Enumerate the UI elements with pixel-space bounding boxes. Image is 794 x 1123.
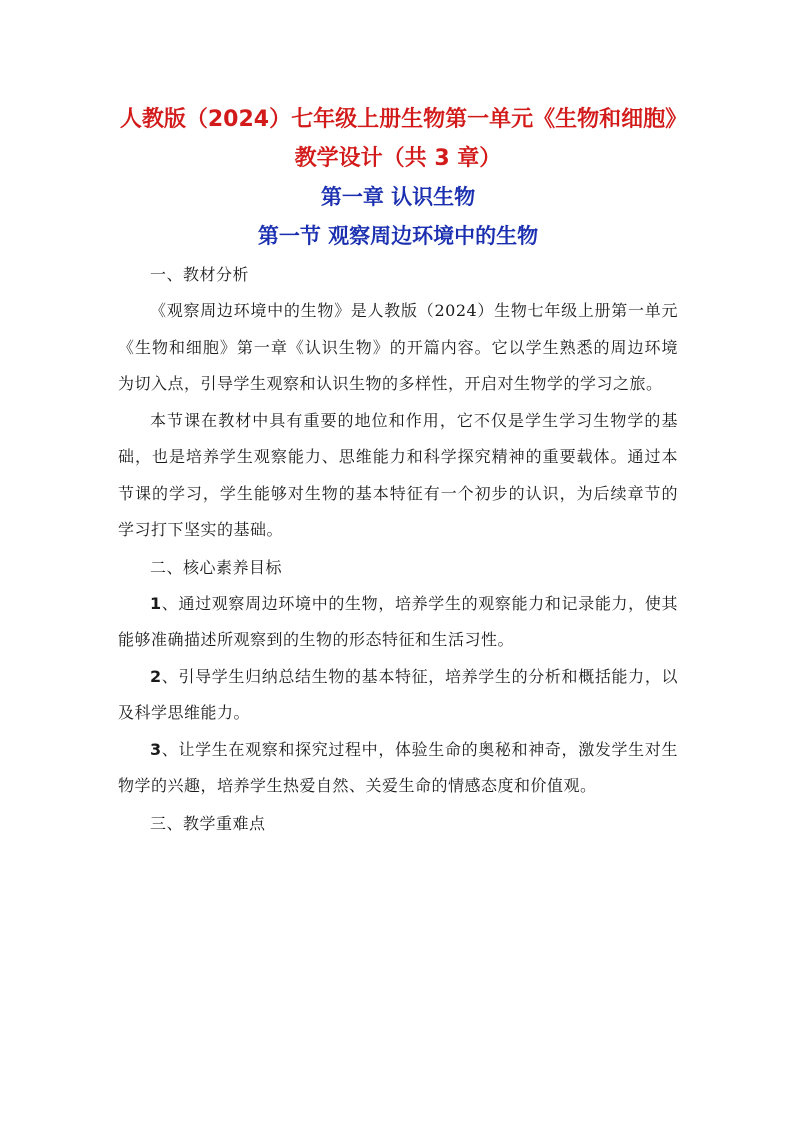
goal-text: 、通过观察周边环境中的生物，培养学生的观察能力和记录能力，使其能够准确描述所观察到的生物的形态特征和生活习性。 (118, 593, 678, 649)
document-title: 人教版（2024）七年级上册生物第一单元《生物和细胞》教学设计（共 3 章） (119, 107, 677, 171)
heading-key-difficulties: 三、教学重难点 (150, 813, 266, 833)
goal-number: 1 (150, 593, 162, 613)
heading-textbook-analysis: 一、教材分析 (150, 265, 250, 284)
goal-number: 3 (150, 739, 162, 759)
goal-item (118, 659, 678, 732)
paragraph-intro: 《观察周边环境中的生物》是人教版（2024）生物七年级上册第一单元《生物和细胞》第一章《认识生物》的开篇内容。它以学生熟悉的周边环境为切入点，引导学生观察和认识生物的多样性，开启对生物学的学习之旅。 (118, 301, 678, 393)
goal-item (118, 586, 678, 659)
chapter-title: 第一章 认识生物 (320, 185, 476, 209)
document-body (118, 100, 678, 842)
goal-number: 2 (150, 666, 162, 686)
paragraph-importance: 本节课在教材中具有重要的地位和作用，它不仅是学生学习生物学的基础，也是培养学生观察能力、思维能力和科学探究精神的重要载体。通过本节课的学习，学生能够对生物的基本特征有一个初步的认识，为后续章节的学习打下坚实的基础。 (118, 410, 678, 539)
goal-text: 、引导学生归纳总结生物的基本特征，培养学生的分析和概括能力，以及科学思维能力。 (118, 666, 678, 722)
section-title: 第一节 观察周边环境中的生物 (257, 224, 539, 248)
goal-text: 、让学生在观察和探究过程中，体验生命的奥秘和神奇，激发学生对生物学的兴趣，培养学生热爱自然、关爱生命的情感态度和价值观。 (118, 739, 678, 795)
goal-item (118, 732, 678, 805)
heading-core-goals: 二、核心素养目标 (150, 557, 283, 577)
